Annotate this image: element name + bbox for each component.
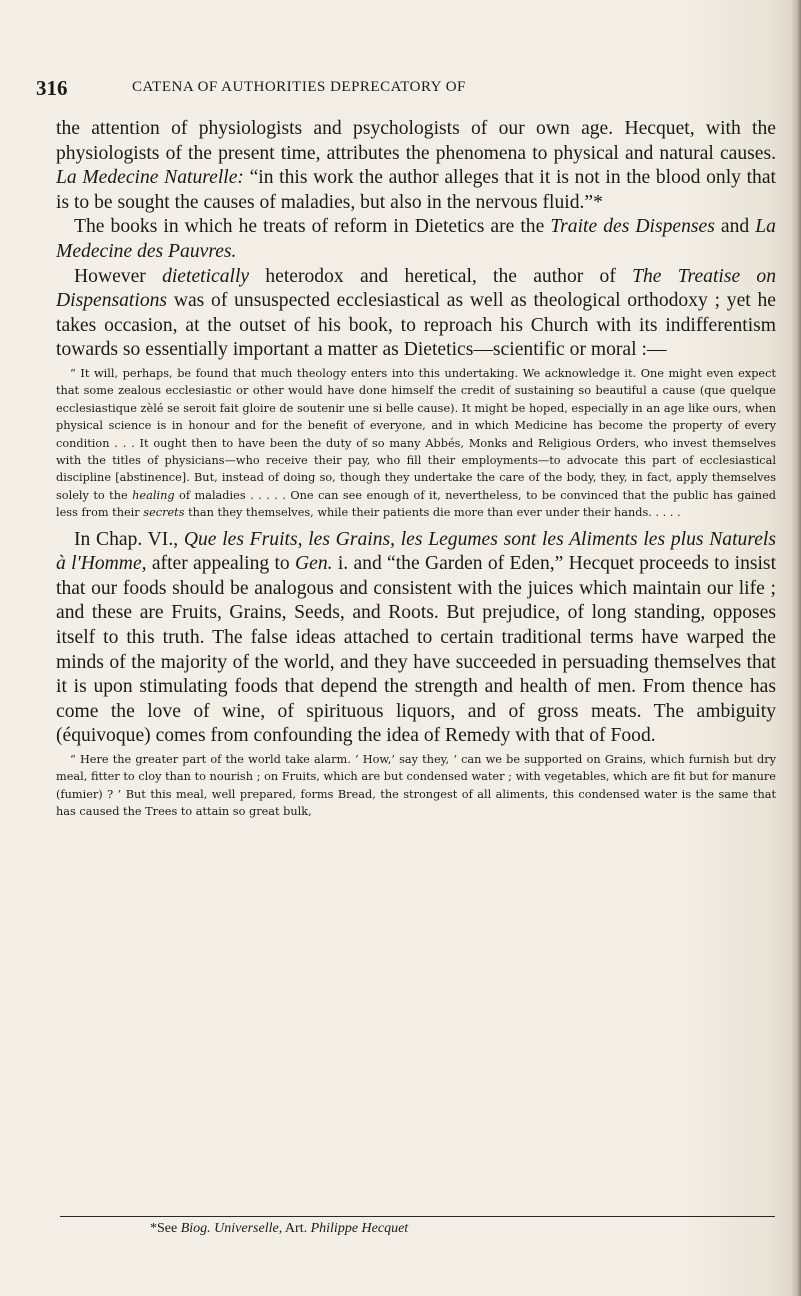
text-run: However <box>74 265 163 287</box>
paragraph-1 <box>56 117 776 215</box>
italic-title: La Medecine des Pauvres. <box>56 216 776 262</box>
text-run: of maladies . . . . . One can see enough of it, nevertheless, to be convinced that the public has gained less from their <box>56 488 776 520</box>
text-run: The books in which he treats of reform in Dietetics are the <box>74 216 551 238</box>
italic-word: Gen. <box>295 553 333 575</box>
italic-word: dietetically <box>162 265 250 287</box>
block-quote-1 <box>56 365 776 522</box>
text-run: and <box>714 216 756 238</box>
text-run: heterodox and heretical, the author of <box>249 265 633 287</box>
italic-title: La Medecine Naturelle: <box>56 167 244 189</box>
text-run: *See <box>150 1221 181 1236</box>
text-run: In Chap. VI., <box>74 528 184 550</box>
italic-title: The Treatise on Dispensations <box>56 265 776 312</box>
footnote <box>150 1220 770 1238</box>
text-run: “in this work the author alleges that it is not in the blood only that is to be sought the causes of maladies, but also in the nervous fluid.”* <box>56 167 776 213</box>
page-number: 316 <box>36 76 68 100</box>
italic-word: healing <box>132 488 175 502</box>
paragraph-2 <box>56 215 776 264</box>
text-run: Art. <box>282 1221 311 1236</box>
text-run: “ It will, perhaps, be found that much theology enters into this undertaking. We acknowledge it. One might even expect that some zealous ecclesiastic or other would have done himself the credit of sustaining so beautiful a cause (que quelque ecclesiastique zèlé se seroit fait gloire de soutenir une si belle cause). It might be hoped, especially in an age like ours, when physical science is in honour and for the benefit of everyone, and in which Medicine has become the property of every condition . . . It ought then to have been the duty of so many Abbés, Monks and Religious Orders, who invest themselves with the titles of physicians—who receive their pay, who fill their employments—to advocate this part of ecclesiastical discipline [abstinence]. But, instead of doing so, though they undertake the care of the body, they, in fact, apply themselves solely to the <box>56 366 776 502</box>
text-run: after appealing to <box>146 553 295 575</box>
text-run: i. and “the Garden of Eden,” Hecquet proceeds to insist that our foods should be analogous and consistent with the juices which maintain our life ; and these are Fruits, Grains, Seeds, and Roots. But prejudice, of long standing, opposes itself to this truth. The false ideas attached to certain traditional terms have warped the minds of the majority of the world, and they have succeeded in persuading themselves that it is upon stimulating foods that depend the strength and health of men. From thence has come the love of wine, of spirituous liquors, and of gross meats. The ambiguity (équivoque) comes from confounding the idea of Remedy with that of Food. <box>56 553 777 747</box>
footnote-rule <box>60 1216 775 1217</box>
italic-title: Traite des Dispenses <box>550 216 715 238</box>
italic-word: secrets <box>143 506 185 520</box>
paragraph-3 <box>56 265 776 363</box>
text-run: “ Here the greater part of the world take alarm. ‘ How,’ say they, ‘ can we be supported on Grains, which furnish but dry meal, fitter to cloy than to nourish ; on Fruits, which are but condensed water ; with vegetables, which are fit but for manure (fumier) ? ’ But this meal, well prepared, forms Bread, the strongest of all aliments, this condensed water is the same that has caused the Trees to attain so great bulk, <box>56 752 776 819</box>
paragraph-4 <box>56 528 776 749</box>
italic-title: Philippe Hecquet <box>310 1221 409 1236</box>
page-header <box>36 76 776 98</box>
text-run: was of unsuspected ecclesiastical as well as theological orthodoxy ; yet he takes occasion, at the outset of his book, to reproach his Church with its indifferentism towards so essentially important a matter as Dietetics—scientific or moral :— <box>56 290 776 361</box>
page-edge-shadow <box>791 0 801 1296</box>
italic-title: Que les Fruits, les Grains, les Legumes sont les Aliments les plus Naturels à l'Homme, <box>56 528 776 575</box>
italic-title: Biog. Universelle, <box>180 1221 283 1236</box>
text-run: than they themselves, while their patients die more than ever under their hands. . . . . <box>184 506 681 520</box>
page-body <box>56 117 776 827</box>
text-run: the attention of physiologists and psychologists of our own age. Hecquet, with the physiologists of the present time, attributes the phenomena to physical and natural causes. <box>56 118 776 164</box>
block-quote-2 <box>56 751 776 821</box>
running-title: CATENA OF AUTHORITIES DEPRECATORY OF <box>132 79 466 95</box>
